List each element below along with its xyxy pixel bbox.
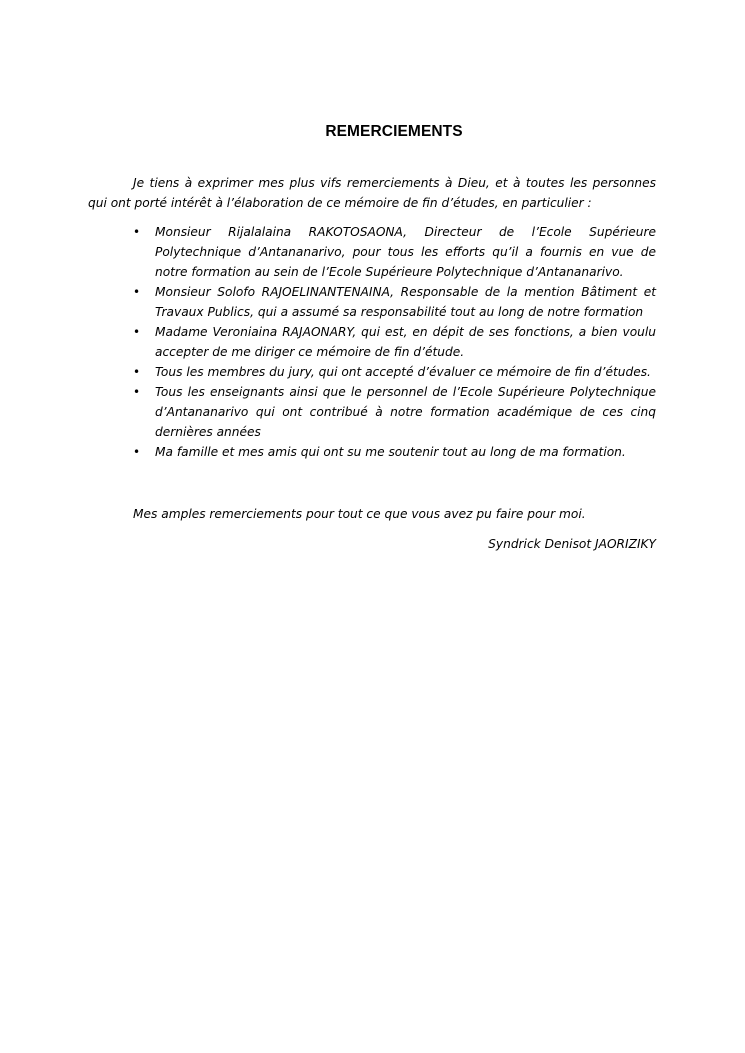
closing-paragraph: Mes amples remerciements pour tout ce que vous avez pu faire pour moi. bbox=[133, 507, 586, 521]
bullet-icon: • bbox=[133, 445, 141, 459]
list-item bbox=[133, 222, 656, 282]
list-item-text: Ma famille et mes amis qui ont su me soutenir tout au long de ma formation. bbox=[155, 445, 626, 459]
list-item bbox=[133, 322, 656, 362]
bullet-icon: • bbox=[133, 365, 141, 379]
intro-paragraph: Je tiens à exprimer mes plus vifs remerciements à Dieu, et à toutes les personnes qui ont porté intérêt à l’élaboration de ce mémoire de fin d’études, en particulier : bbox=[88, 176, 656, 210]
list-item-text: Tous les enseignants ainsi que le personnel de l’Ecole Supérieure Polytechnique d’Antananarivo qui ont contribué à notre formation académique de ces cinq dernières années bbox=[155, 385, 656, 439]
list-item bbox=[133, 382, 656, 442]
acknowledgement-list bbox=[0, 222, 745, 462]
list-item-text: Monsieur Rijalalaina RAKOTOSAONA, Directeur de l’Ecole Supérieure Polytechnique d’Antananarivo, pour tous les efforts qu’il a fournis en vue de notre formation au sein de l’Ecole Supérieure Polytechnique d’Antananarivo. bbox=[155, 225, 656, 279]
page-title: REMERCIEMENTS bbox=[325, 123, 463, 140]
list-item-text: Madame Veroniaina RAJAONARY, qui est, en dépit de ses fonctions, a bien voulu accepter de me diriger ce mémoire de fin d’étude. bbox=[155, 325, 656, 359]
list-item bbox=[133, 362, 656, 382]
signature: Syndrick Denisot JAORIZIKY bbox=[488, 537, 656, 551]
list-item bbox=[133, 282, 656, 322]
list-item-text: Monsieur Solofo RAJOELINANTENAINA, Responsable de la mention Bâtiment et Travaux Publics, qui a assumé sa responsabilité tout au long de notre formation bbox=[155, 285, 656, 319]
bullet-icon: • bbox=[133, 385, 141, 399]
bullet-icon: • bbox=[133, 285, 141, 299]
bullet-icon: • bbox=[133, 225, 141, 239]
bullet-icon: • bbox=[133, 325, 141, 339]
list-item-text: Tous les membres du jury, qui ont accepté d’évaluer ce mémoire de fin d’études. bbox=[155, 365, 651, 379]
list-item bbox=[133, 442, 656, 462]
